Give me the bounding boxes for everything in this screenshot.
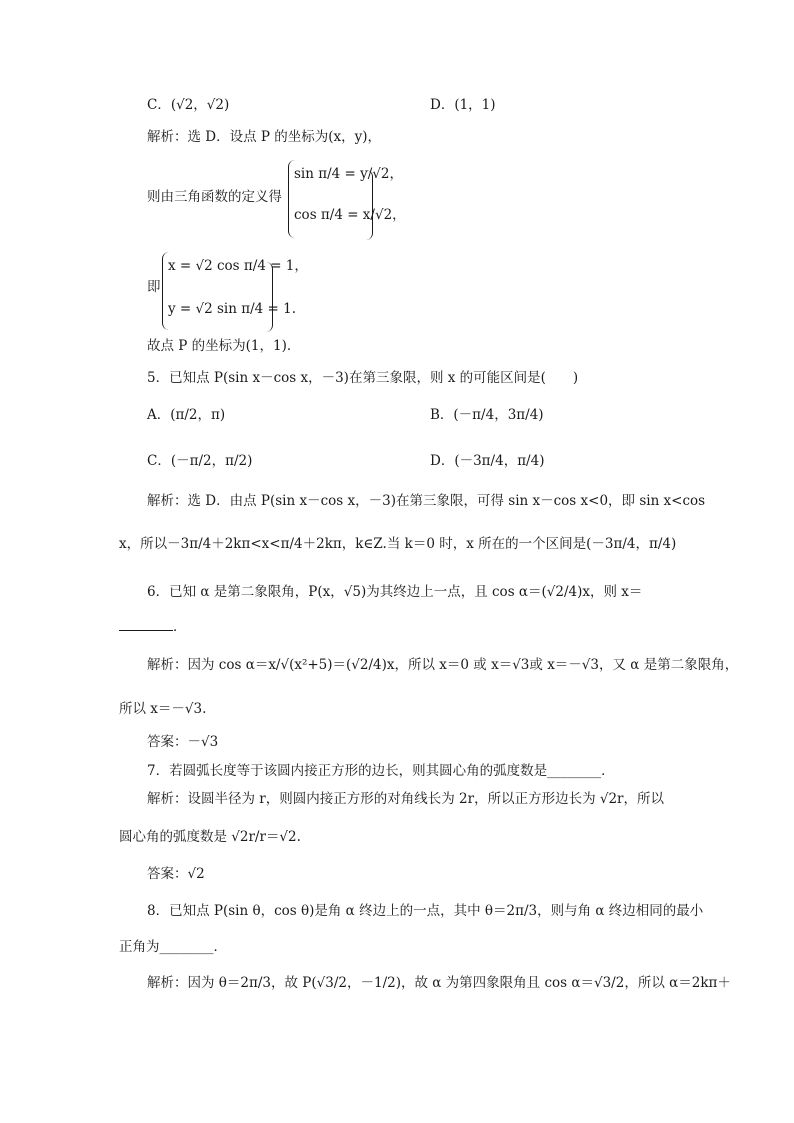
q5-analysis-line-1: 解析：选 D．由点 P(sin x－cos x，－3)在第三象限，可得 sin x－cos x<0，即 sin x<cos [147, 493, 706, 509]
system1-row1: sin π/4 = y/√2， [294, 166, 404, 182]
q4-analysis-line-1: 解析：选 D．设点 P 的坐标为(x，y)， [147, 129, 382, 145]
q4-option-c: C．(√2，√2) [147, 97, 230, 113]
q7-answer: 答案：√2 [147, 866, 205, 882]
system1-row2: cos π/4 = x/√2， [294, 207, 406, 223]
q5-option-a: A．(π/2，π) [147, 407, 226, 423]
system2-row1: x = √2 cos π/4 = 1， [168, 258, 308, 274]
q7-stem: 7．若圆弧长度等于该圆内接正方形的边长，则其圆心角的弧度数是________． [147, 763, 615, 779]
q4-conclusion: 故点 P 的坐标为(1，1)． [147, 338, 301, 354]
q8-analysis-line-1: 解析：因为 θ＝2π/3，故 P(√3/2，－1/2)，故 α 为第四象限角且 cos α＝√3/2，所以 α＝2kπ＋ [147, 975, 731, 991]
q5-option-c: C．(－π/2，π/2) [147, 453, 253, 469]
q5-option-b: B．(－π/4，3π/4) [430, 407, 544, 423]
q5-stem: 5．已知点 P(sin x－cos x，－3)在第三象限，则 x 的可能区间是( ) [147, 370, 579, 386]
q6-answer: 答案：－√3 [147, 734, 219, 750]
q4-analysis-line-3: 即 [147, 279, 161, 295]
q6-analysis-line-2: 所以 x＝－√3. [119, 701, 207, 717]
system2-row2: y = √2 sin π/4 = 1. [168, 301, 297, 317]
q6-analysis-line-1: 解析：因为 cos α＝x/√(x²+5)＝(√2/4)x，所以 x＝0 或 x＝√3或 x＝－√3，又 α 是第二象限角， [147, 657, 739, 673]
q7-analysis-line-2: 圆心角的弧度数是 √2r/r＝√2. [119, 829, 301, 845]
q8-stem-line-1: 8．已知点 P(sin θ，cos θ)是角 α 终边上的一点，其中 θ＝2π/3，则与角 α 终边相同的最小 [147, 903, 704, 919]
q5-analysis-line-2: x，所以－3π/4＋2kπ<x<π/4＋2kπ，k∈Z.当 k＝0 时，x 所在的一个区间是(－3π/4，π/4) [119, 536, 677, 552]
q8-stem-line-2: 正角为________． [119, 939, 227, 955]
q7-analysis-line-1: 解析：设圆半径为 r，则圆内接正方形的对角线长为 2r，所以正方形边长为 √2r，所以 [147, 791, 665, 807]
q4-analysis-line-2: 则由三角函数的定义得 [147, 189, 282, 205]
q4-option-d: D．(1，1) [430, 97, 496, 113]
q6-answer-blank: ． [119, 618, 187, 636]
q6-stem-line-1: 6．已知 α 是第二象限角，P(x，√5)为其终边上一点，且 cos α＝(√2/4)x，则 x＝ [147, 584, 643, 600]
q5-option-d: D．(－3π/4，π/4) [430, 453, 545, 469]
